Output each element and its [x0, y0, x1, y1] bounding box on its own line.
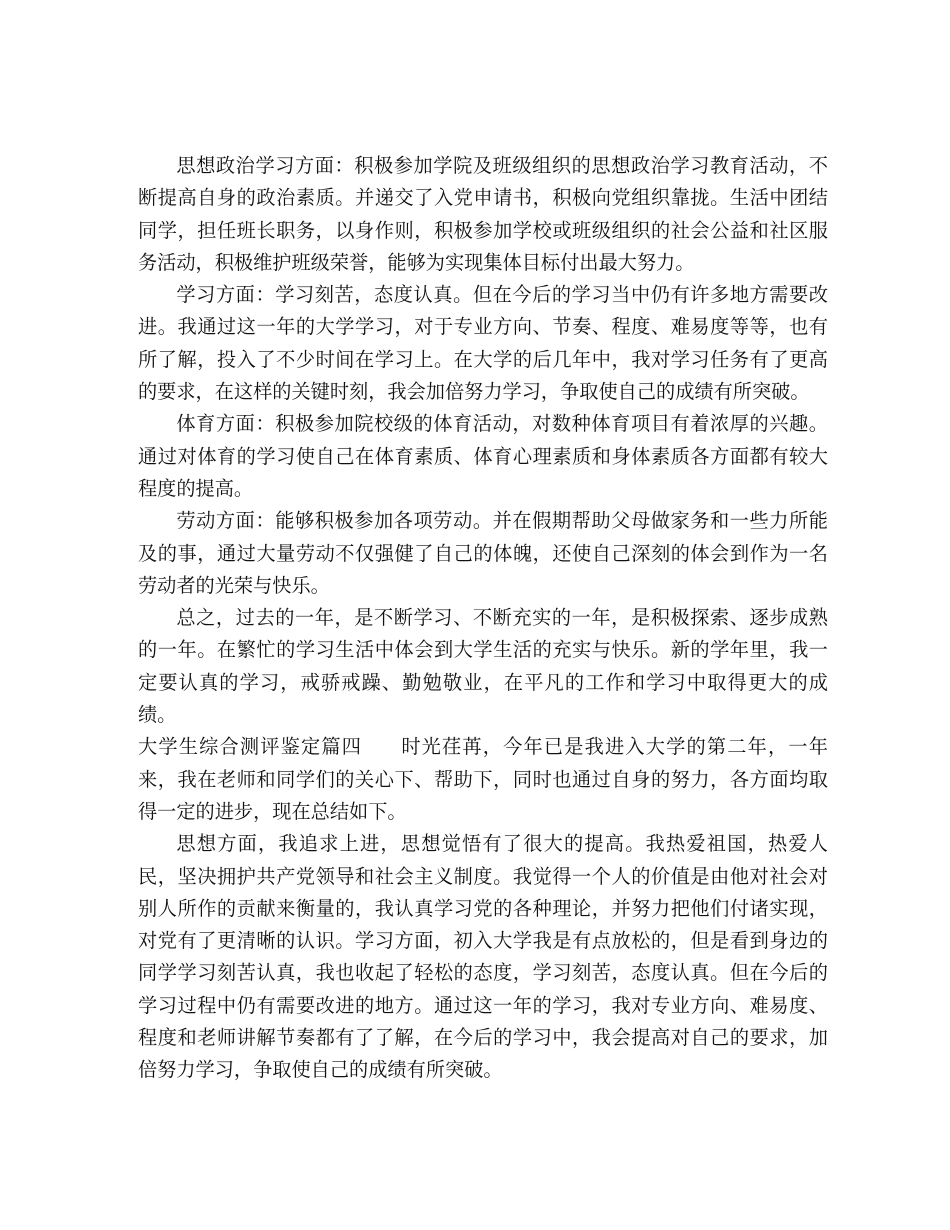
document-body: [138, 150, 828, 1087]
section-heading-line: [138, 731, 828, 828]
paragraph-political-study: 思想政治学习方面：积极参加学院及班级组织的思想政治学习教育活动，不断提高自身的政治素质。并递交了入党申请书，积极向党组织靠拢。生活中团结同学，担任班长职务，以身作则，积极参加学校或班级组织的社会公益和社区服务活动，积极维护班级荣誉，能够为实现集体目标付出最大努力。: [138, 154, 828, 274]
paragraph-summary: 总之，过去的一年，是不断学习、不断充实的一年，是积极探索、逐步成熟的一年。在繁忙的学习生活中体会到大学生活的充实与快乐。新的学年里，我一定要认真的学习，戒骄戒躁、勤勉敬业，在平凡的工作和学习中取得更大的成绩。: [138, 606, 828, 727]
section-intro: 时光荏苒，今年已是我进入大学的第二年，一年来，我在老师和同学们的关心下、帮助下，同时也通过自身的努力，各方面均取得一定的进步，现在总结如下。: [138, 735, 828, 823]
paragraph-study: 学习方面：学习刻苦，态度认真。但在今后的学习当中仍有许多地方需要改进。我通过这一年的大学学习，对于专业方向、节奏、程度、难易度等等，也有所了解，投入了不少时间在学习上。在大学的后几年中，我对学习任务有了更高的要求，在这样的关键时刻，我会加倍努力学习，争取使自己的成绩有所突破。: [138, 283, 828, 404]
paragraph-sports: 体育方面：积极参加院校级的体育活动，对数种体育项目有着浓厚的兴趣。通过对体育的学习使自己在体育素质、体育心理素质和身体素质各方面都有较大程度的提高。: [138, 412, 828, 500]
paragraph-ideology: 思想方面，我追求上进，思想觉悟有了很大的提高。我热爱祖国，热爱人民，坚决拥护共产党领导和社会主义制度。我觉得一个人的价值是由他对社会对别人所作的贡献来衡量的，我认真学习党的各种理论，并努力把他们付诸实现，对党有了更清晰的认识。学习方面，初入大学我是有点放松的，但是看到身边的同学学习刻苦认真，我也收起了轻松的态度，学习刻苦，态度认真。但在今后的学习过程中仍有需要改进的地方。通过这一年的学习，我对专业方向、难易度、程度和老师讲解节奏都有了了解，在今后的学习中，我会提高对自己的要求，加倍努力学习，争取使自己的成绩有所突破。: [138, 832, 828, 1082]
paragraph-labor: 劳动方面：能够积极参加各项劳动。并在假期帮助父母做家务和一些力所能及的事，通过大量劳动不仅强健了自己的体魄，还使自己深刻的体会到作为一名劳动者的光荣与快乐。: [138, 509, 828, 597]
section-title: 大学生综合测评鉴定篇四: [138, 735, 363, 759]
